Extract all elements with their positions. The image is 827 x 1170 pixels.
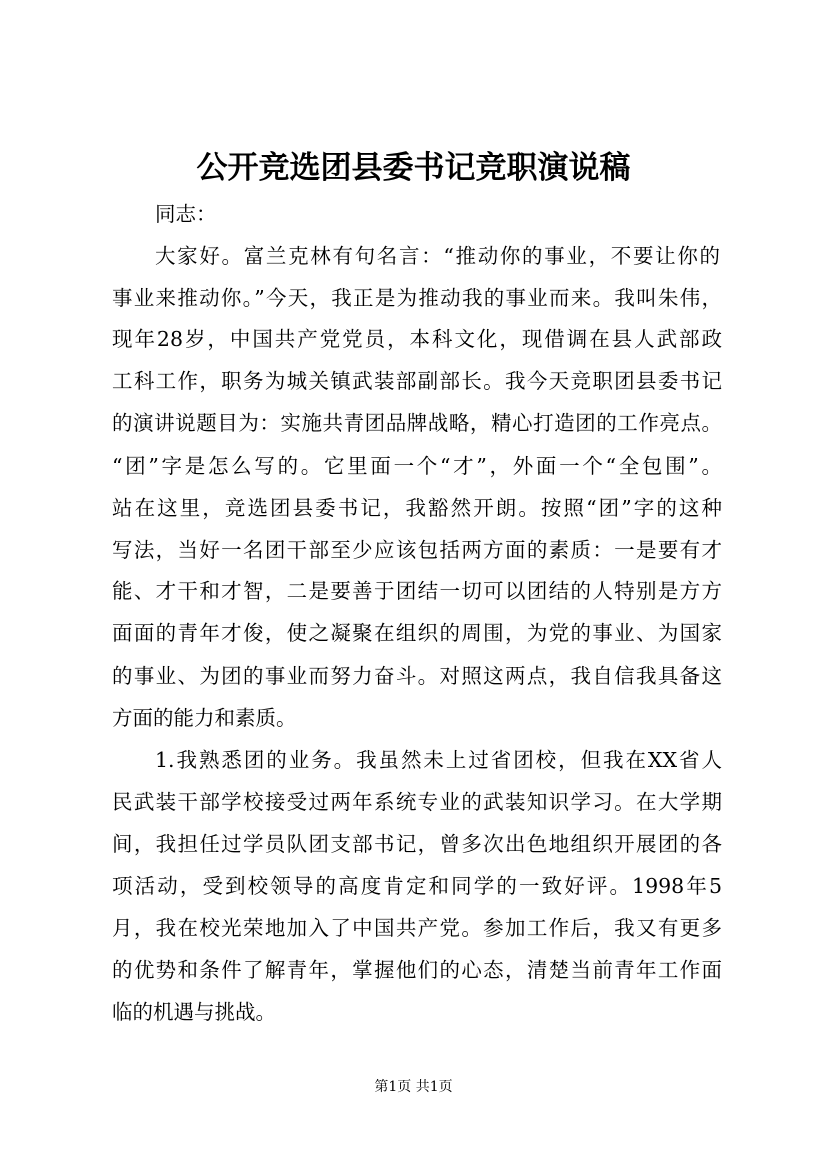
paragraph-line: 现年28岁，中国共产党党员，本科文化，现借调在县人武部政 [112, 327, 722, 351]
paragraph-line: 的事业、为团的事业而努力奋斗。对照这两点，我自信我具备这 [112, 664, 722, 688]
paragraph-line: 面面的青年才俊，使之凝聚在组织的周围，为党的事业、为国家 [112, 621, 722, 645]
paragraph-line: 站在这里，竞选团县委书记，我豁然开朗。按照“团”字的这种 [112, 496, 722, 520]
paragraph-line: 能、才干和才智，二是要善于团结一切可以团结的人特别是方方 [112, 579, 722, 603]
paragraph-line: 的演讲说题目为：实施共青团品牌战略，精心打造团的工作亮点。 [112, 411, 722, 435]
paragraph-line: 事业来推动你。”今天，我正是为推动我的事业而来。我叫朱伟， [112, 286, 722, 310]
paragraph-line: 项活动，受到校领导的高度肯定和同学的一致好评。1998年5 [112, 874, 722, 898]
paragraph-line: 大家好。富兰克林有句名言：“推动你的事业，不要让你的 [155, 244, 720, 268]
document-title: 公开竞选团县委书记竞职演说稿 [196, 150, 631, 186]
paragraph-line: 间，我担任过学员队团支部书记，曾多次出色地组织开展团的各 [112, 832, 722, 856]
salutation: 同志： [155, 202, 217, 226]
paragraph-line: 工科工作，职务为城关镇武装部副部长。我今天竞职团县委书记 [112, 369, 722, 393]
paragraph-line: 1.我熟悉团的业务。我虽然未上过省团校，但我在XX省人 [155, 748, 722, 772]
paragraph-line: 的优势和条件了解青年，掌握他们的心态，清楚当前青年工作面 [112, 958, 722, 982]
page-footer: 第1页 共1页 [374, 1079, 453, 1095]
paragraph-line: 写法，当好一名团干部至少应该包括两方面的素质：一是要有才 [112, 538, 722, 562]
paragraph-line: 民武装干部学校接受过两年系统专业的武装知识学习。在大学期 [112, 790, 722, 814]
paragraph-line: 临的机遇与挑战。 [112, 1000, 276, 1024]
paragraph-line: 方面的能力和素质。 [112, 706, 297, 730]
paragraph-line: 月，我在校光荣地加入了中国共产党。参加工作后，我又有更多 [112, 916, 722, 940]
paragraph-line: “团”字是怎么写的。它里面一个“才”，外面一个“全包围”。 [112, 454, 722, 478]
